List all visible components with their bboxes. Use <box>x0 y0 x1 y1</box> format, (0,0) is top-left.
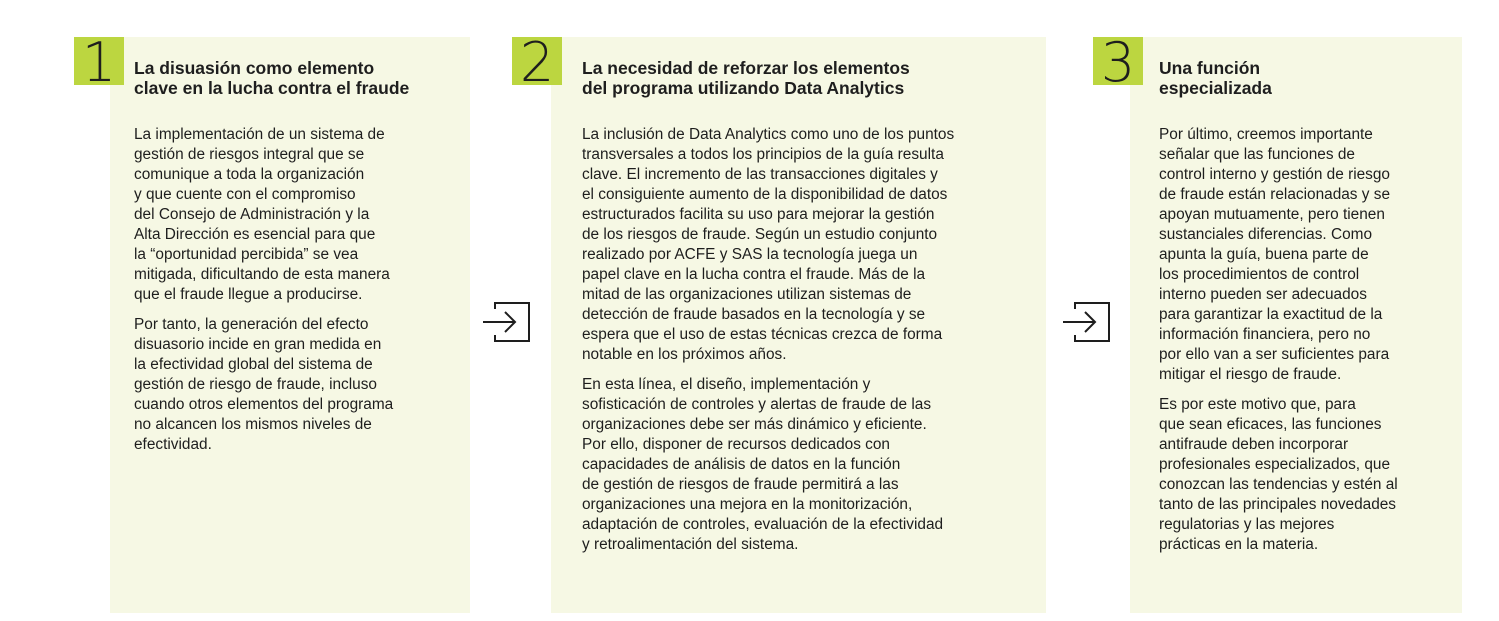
section-1-title: La disuasión como elemento clave en la lucha contra el fraude <box>134 58 410 98</box>
section-3-number: 3 <box>1100 37 1136 85</box>
section-2-body <box>582 125 1042 565</box>
section-1-body <box>134 125 464 465</box>
section-3-body <box>1159 125 1459 565</box>
section-1-number-badge <box>74 37 124 85</box>
arrow-into-box-icon <box>481 299 531 345</box>
section-1-number: 1 <box>81 37 117 85</box>
section-2-paragraph-2: En esta línea, el diseño, implementación y sofisticación de controles y alertas de fraude de las organizaciones debe ser más dinámico y eficiente. Por ello, disponer de recursos dedicados con capacidades de análisis de datos en la función de gestión de riesgos de fraude permitirá a las organizaciones una mejora en la monitorización, adaptación de controles, evaluación de la efectividad y retroalimentación del sistema. <box>582 376 944 553</box>
section-3-paragraph-2: Es por este motivo que, para que sean eficaces, las funciones antifraude deben incorporar profesionales especializados, que conozcan las tendencias y estén al tanto de las principales novedades regulatorias y las mejores prácticas en la materia. <box>1159 396 1398 553</box>
section-2-number: 2 <box>519 37 555 85</box>
arrow-into-box-icon <box>1061 299 1111 345</box>
section-2-paragraph-1: La inclusión de Data Analytics como uno de los puntos transversales a todos los principios de la guía resulta clave. El incremento de las transacciones digitales y el consiguiente aumento de la disponibilidad de datos estructurados facilita su uso para mejorar la gestión de los riesgos de fraude. Según un estudio conjunto realizado por ACFE y SAS la tecnología juega un papel clave en la lucha contra el fraude. Más de la mitad de las organizaciones utilizan sistemas de detección de fraude basados en la tecnología y se espera que el uso de estas técnicas crezca de forma notable en los próximos años. <box>582 126 955 363</box>
section-3-title: Una función especializada <box>1159 58 1272 98</box>
section-2-number-badge <box>512 37 562 85</box>
section-1-paragraph-1: La implementación de un sistema de gestión de riesgos integral que se comunique a toda la organización y que cuente con el compromiso del Consejo de Administración y la Alta Dirección es esencial para que la “oportunidad percibida” se vea mitigada, dificultando de esta manera que el fraude llegue a producirse. <box>134 126 390 303</box>
section-3-paragraph-1: Por último, creemos importante señalar que las funciones de control interno y gestión de riesgo de fraude están relacionadas y se apoyan mutuamente, pero tienen sustanciales diferencias. Como apunta la guía, buena parte de los procedimientos de control interno pueden ser adecuados para garantizar la exactitud de la información financiera, pero no por ello van a ser suficientes para mitigar el riesgo de fraude. <box>1159 126 1391 383</box>
section-1-paragraph-2: Por tanto, la generación del efecto disuasorio incide en gran medida en la efectividad global del sistema de gestión de riesgo de fraude, incluso cuando otros elementos del programa no alcancen los mismos niveles de efectividad. <box>134 316 394 453</box>
section-3-number-badge <box>1093 37 1143 85</box>
section-2-title: La necesidad de reforzar los elementos del programa utilizando Data Analytics <box>582 58 910 98</box>
